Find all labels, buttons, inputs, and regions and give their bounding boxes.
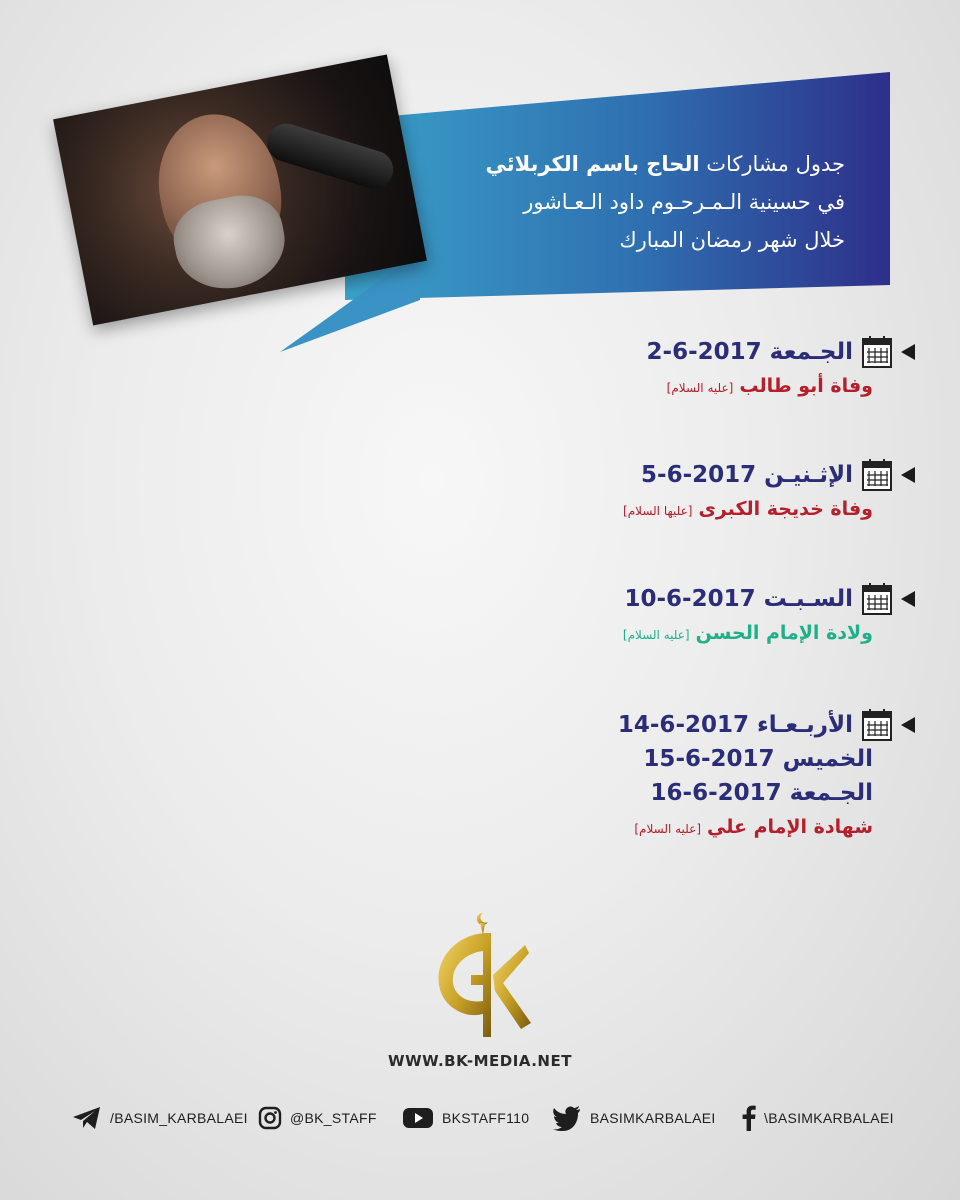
instagram-handle: @BK_STAFF: [290, 1110, 377, 1126]
occasion-text: [495, 375, 873, 397]
schedule-entry-3: [495, 582, 915, 644]
calendar-icon: [861, 335, 893, 369]
bk-media-logo: [425, 905, 535, 1045]
schedule-entry-2: [495, 458, 915, 520]
schedule-entry-1: [495, 335, 915, 397]
youtube-handle: BKSTAFF110: [442, 1110, 530, 1126]
calendar-icon: [861, 458, 893, 492]
twitter-icon: [552, 1105, 582, 1131]
arrow-icon: [901, 591, 915, 607]
facebook-handle: \BASIMKARBALAEI: [764, 1110, 894, 1126]
calendar-icon: [861, 582, 893, 616]
header-line-2: في حسينية الـمـرحـوم داود الـعـاشور: [523, 190, 845, 214]
youtube-icon: [402, 1106, 434, 1130]
day-label-extra-1: الخميس 2017-6-15: [643, 746, 873, 772]
social-telegram[interactable]: [72, 1100, 248, 1136]
arrow-icon: [901, 467, 915, 483]
occasion-name: ولادة الإمام الحسن: [695, 622, 873, 644]
facebook-icon: [742, 1105, 756, 1131]
instagram-icon: [258, 1106, 282, 1130]
day-label: الجـمعة 2017-6-2: [646, 339, 853, 365]
microphone-icon: [262, 119, 397, 193]
telegram-handle: /BASIM_KARBALAEI: [110, 1110, 248, 1126]
title-prefix: جدول مشاركات: [706, 152, 845, 176]
header-title: [405, 145, 845, 259]
honorific: [عليها السلام]: [623, 504, 693, 518]
day-label: السـبـت 2017-6-10: [624, 586, 853, 612]
day-label: الإثـنيـن 2017-6-5: [641, 462, 853, 488]
social-bar: [0, 1100, 960, 1136]
honorific: [عليه السلام]: [622, 628, 690, 642]
header-line-1: [405, 145, 845, 183]
day-label-extra-2: الجـمعة 2017-6-16: [650, 780, 873, 806]
social-facebook[interactable]: [742, 1100, 894, 1136]
day-label: الأربـعـاء 2017-6-14: [617, 712, 853, 738]
occasion-text: [495, 622, 873, 644]
arrow-icon: [901, 717, 915, 733]
occasion-name: شهادة الإمام علي: [707, 816, 873, 838]
schedule-entry-4: [495, 708, 915, 838]
occasion-text: [495, 816, 873, 838]
arrow-icon: [901, 344, 915, 360]
social-youtube[interactable]: [402, 1100, 529, 1136]
title-name: الحاج باسم الكربلائي: [485, 152, 700, 176]
occasion-name: وفاة خديجة الكبرى: [698, 498, 873, 520]
occasion-name: وفاة أبو طالب: [739, 375, 873, 397]
honorific: [عليه السلام]: [634, 822, 701, 836]
header-line-3: خلال شهر رمضان المبارك: [619, 228, 845, 252]
twitter-handle: BASIMKARBALAEI: [590, 1110, 716, 1126]
social-instagram[interactable]: [258, 1100, 377, 1136]
honorific: [عليه السلام]: [666, 381, 734, 395]
calendar-icon: [861, 708, 893, 742]
website-url[interactable]: WWW.BK-MEDIA.NET: [388, 1052, 572, 1070]
social-twitter[interactable]: [552, 1100, 716, 1136]
occasion-text: [495, 498, 873, 520]
telegram-icon: [72, 1105, 102, 1131]
